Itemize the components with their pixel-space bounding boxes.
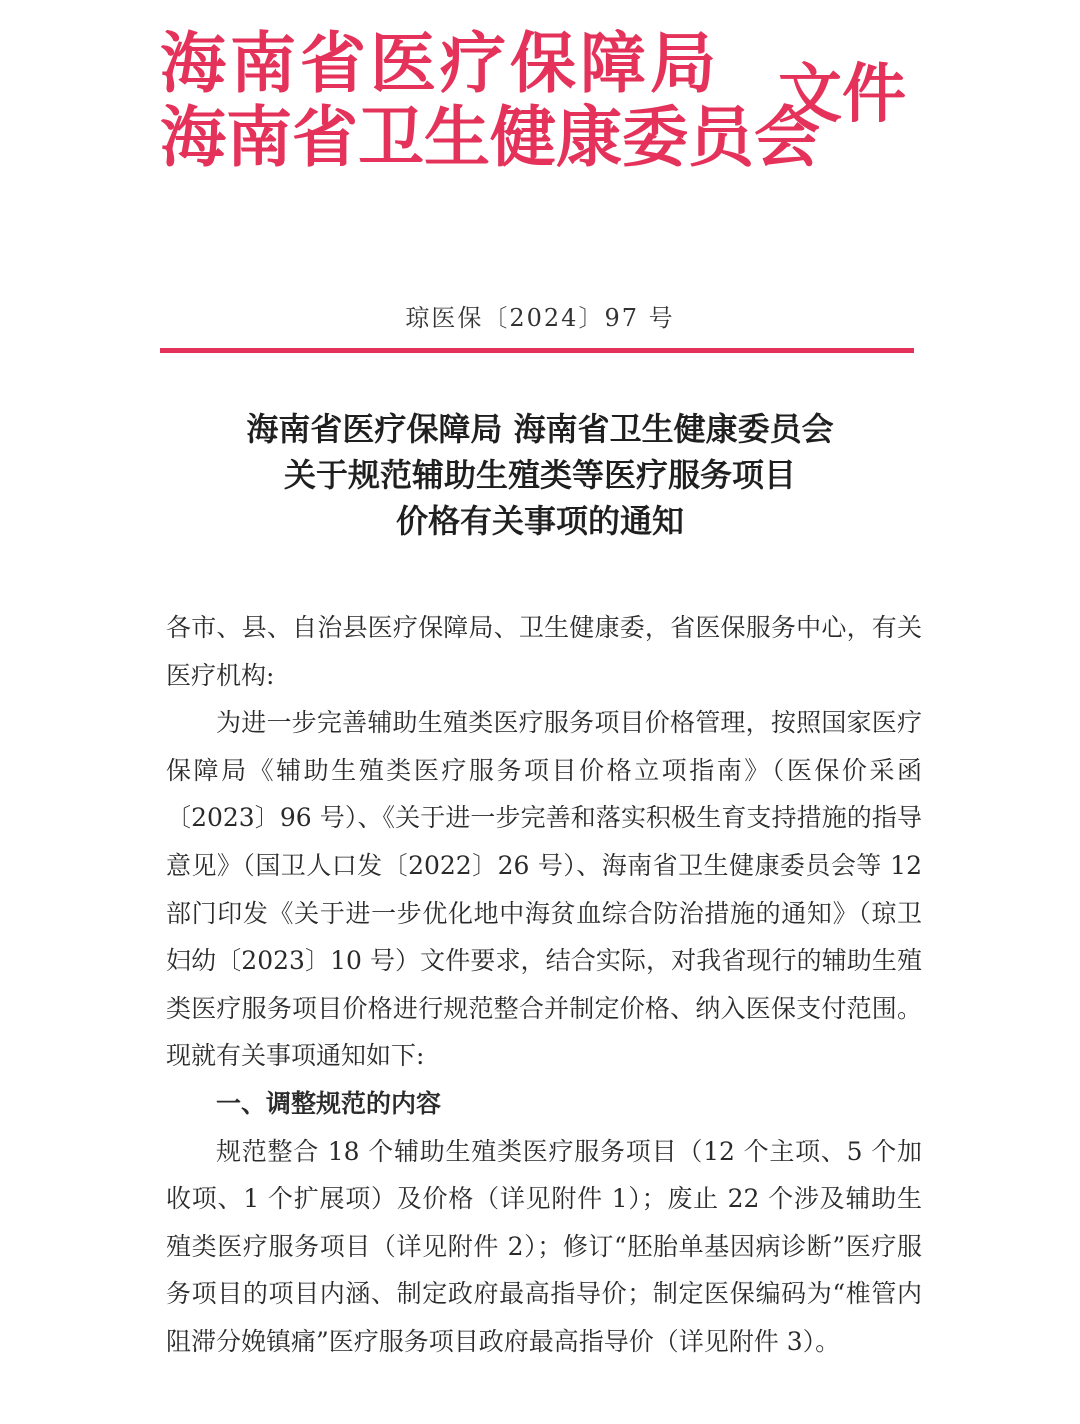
body-paragraph-1: 为进一步完善辅助生殖类医疗服务项目价格管理，按照国家医疗保障局《辅助生殖类医疗服务项目价格立项指南》（医保价采函〔2023〕96 号）、《关于进一步完善和落实积极生育支持措施的指导意见》（国卫人口发〔2022〕26 号）、海南省卫生健康委员会等 12 部门印发《关于进一步优化地中海贫血综合防治措施的通知》（琼卫妇幼〔2023〕10 号）文件要求，结合实际，对我省现行的辅助生殖类医疗服务项目价格进行规范整合并制定价格、纳入医保支付范围。现就有关事项通知如下: [166, 708, 922, 1071]
issuer-name-healthcare-security: 海南省医疗保障局 [160, 24, 720, 102]
document-type-label: 文件 [778, 57, 906, 132]
issuer-name-health-commission: 海南省卫生健康委员会 [160, 98, 820, 176]
title-line-1: 海南省医疗保障局 海南省卫生健康委员会 [246, 410, 834, 448]
section-heading-1: 一、调整规范的内容 [216, 1088, 442, 1118]
red-divider-line [160, 348, 914, 353]
document-number: 琼医保〔2024〕97 号 [405, 304, 675, 332]
issuer-header [160, 24, 820, 176]
salutation: 各市、县、自治县医疗保障局、卫生健康委，省医保服务中心，有关医疗机构: [166, 613, 922, 690]
title-line-3: 价格有关事项的通知 [395, 502, 684, 540]
document-title [100, 406, 980, 544]
title-line-2: 关于规范辅助生殖类等医疗服务项目 [283, 456, 796, 494]
document-body [166, 604, 922, 1366]
body-paragraph-2: 规范整合 18 个辅助生殖类医疗服务项目（12 个主项、5 个加收项、1 个扩展项）及价格（详见附件 1）；废止 22 个涉及辅助生殖类医疗服务项目（详见附件 2）；修订“胚胎单基因病诊断”医疗服务项目的项目内涵、制定政府最高指导价；制定医保编码为“椎管内阻滞分娩镇痛”医疗服务项目政府最高指导价（详见附件 3）。 [166, 1136, 922, 1356]
